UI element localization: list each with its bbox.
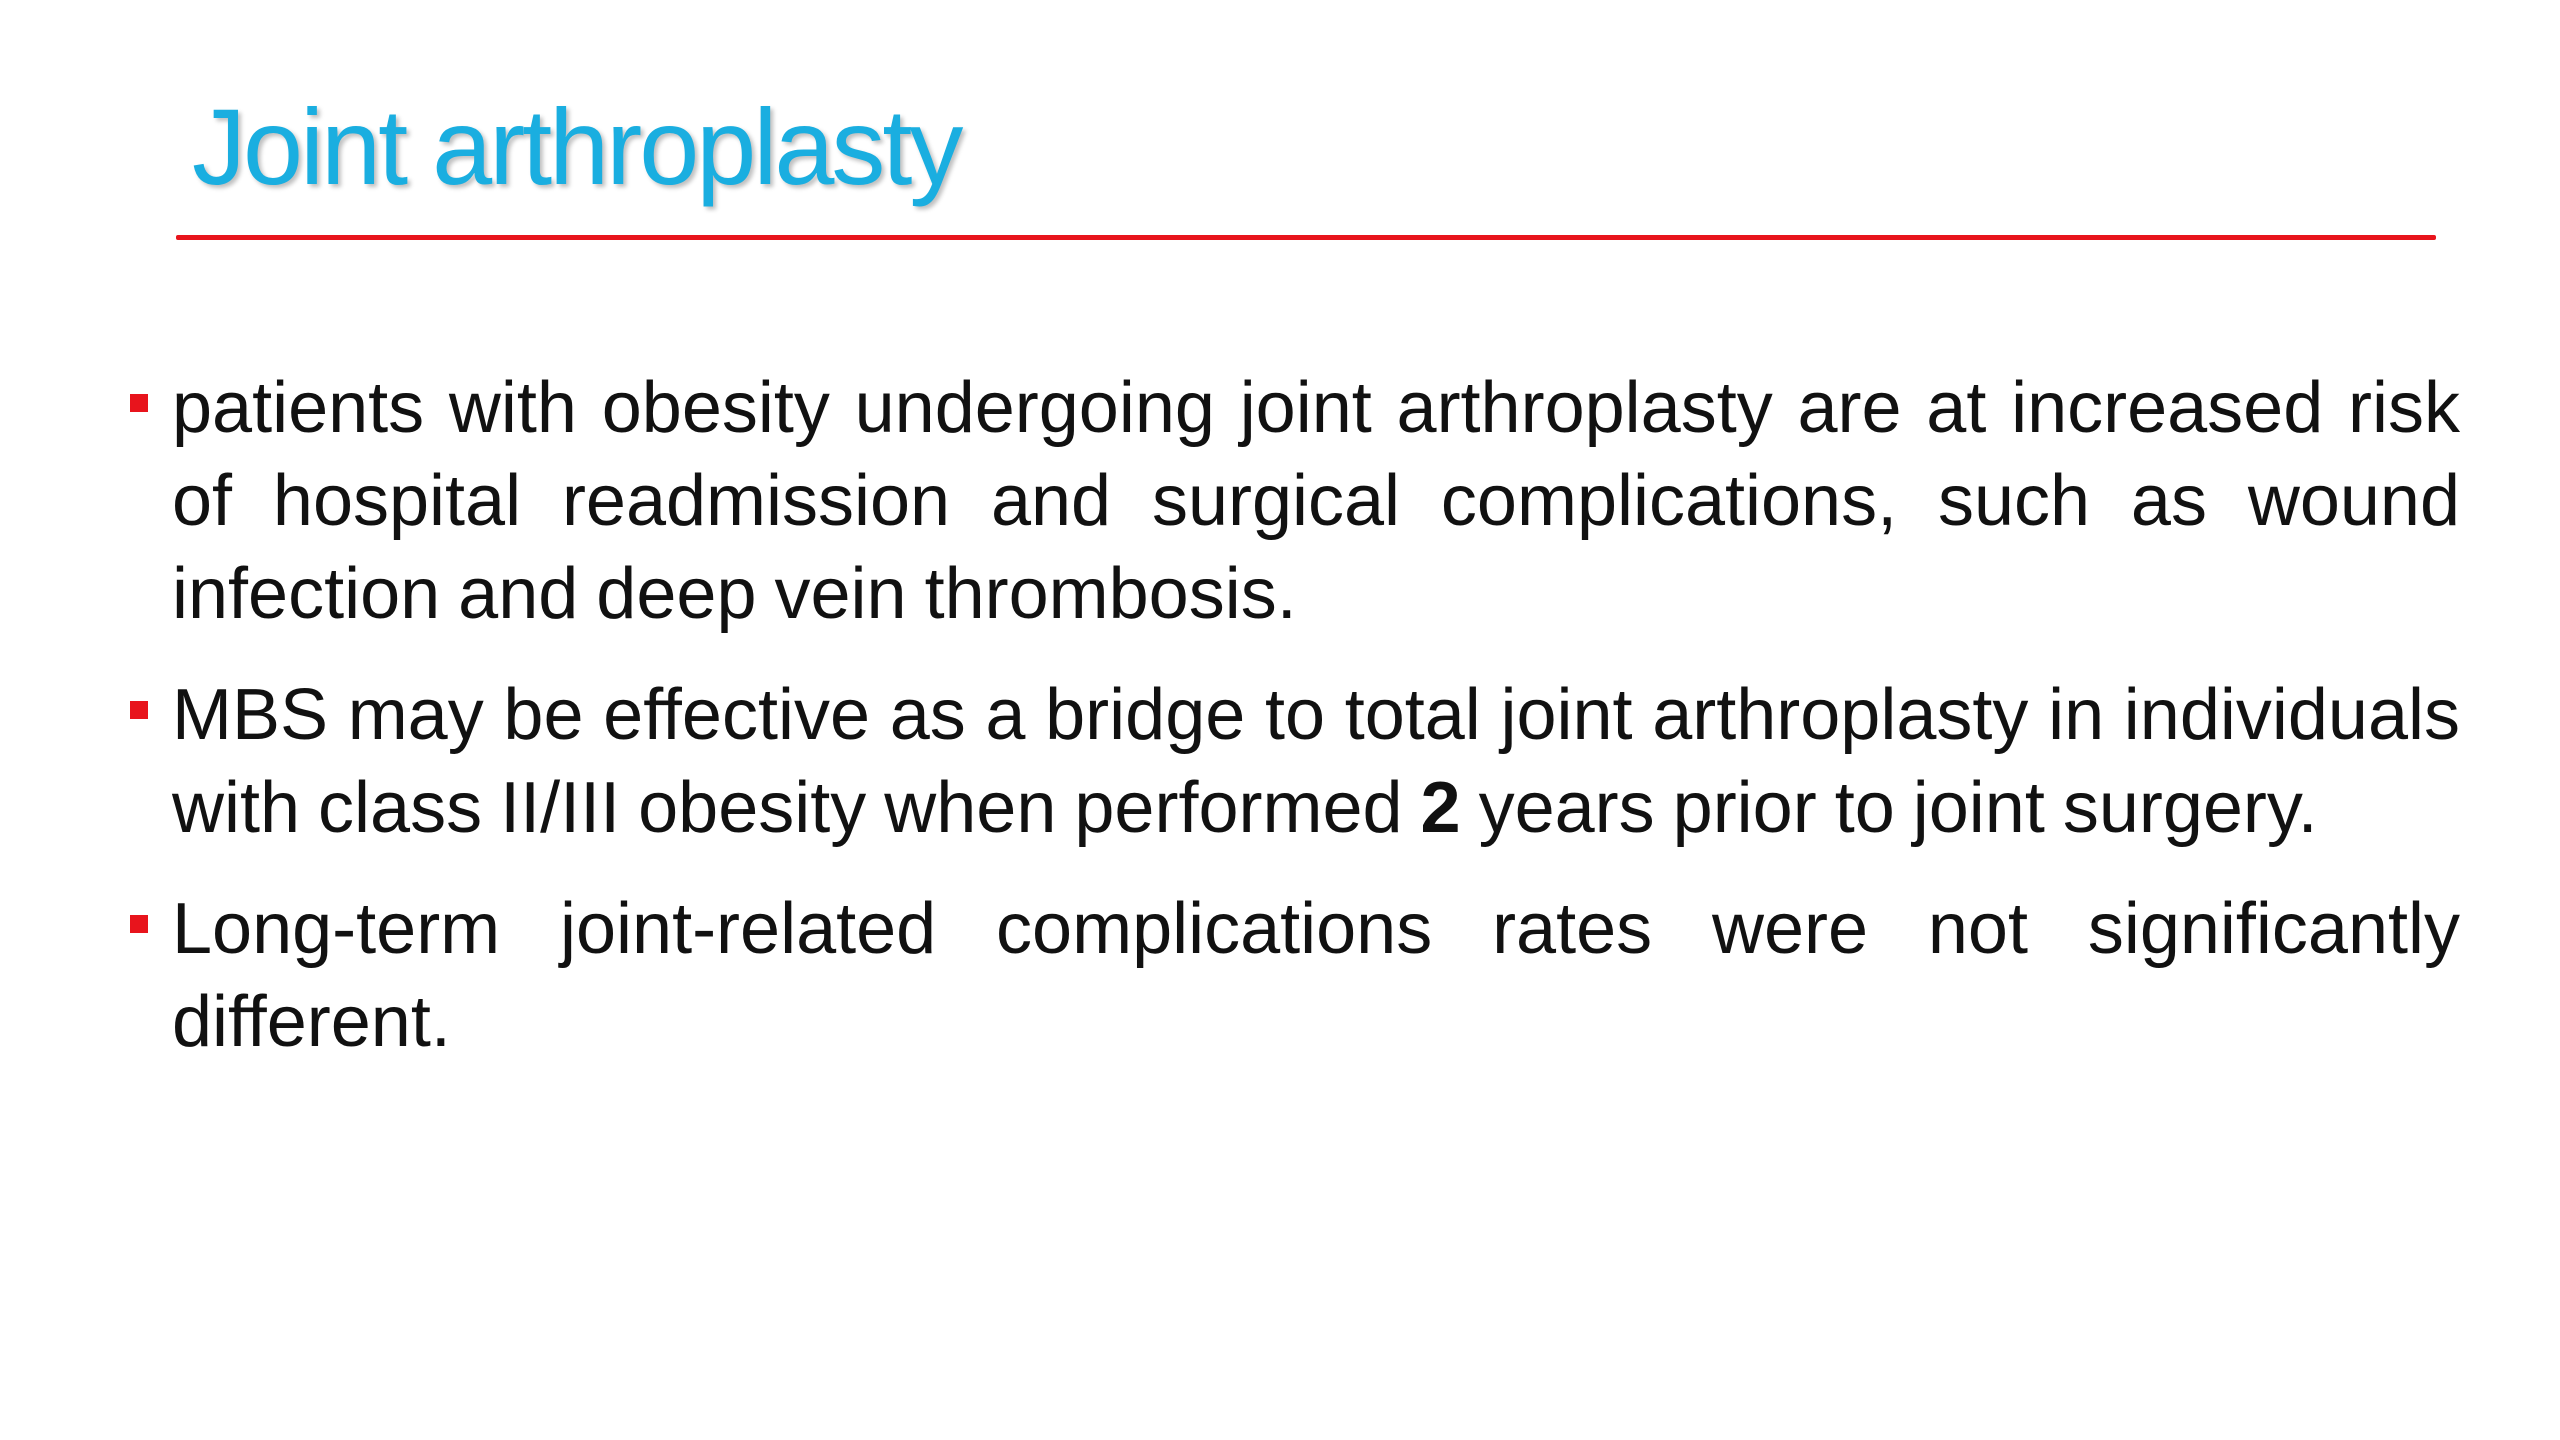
- bullet-item: [130, 883, 2460, 1069]
- bullet-item: [130, 362, 2460, 641]
- title-underline: [176, 235, 2436, 240]
- bullet-text: patients with obesity undergoing joint arthroplasty are at increased risk of hospital readmission and surgical complications, such as wound infection and deep vein thrombosis.: [172, 368, 2460, 634]
- bullet-item: [130, 669, 2460, 855]
- slide-title: Joint arthroplasty: [192, 86, 961, 207]
- square-bullet-icon: [130, 701, 148, 719]
- bullet-text-part: MBS may be effective as a bridge to total joint arthroplasty in individuals with class II/III obesity when performed: [172, 675, 2460, 848]
- bullet-text: Long-term joint-related complications rates were not significantly different.: [172, 889, 2460, 1062]
- bullet-emphasis: 2: [1420, 768, 1461, 848]
- bullet-list: [130, 362, 2460, 1097]
- square-bullet-icon: [130, 394, 148, 412]
- square-bullet-icon: [130, 915, 148, 933]
- bullet-text-part: years prior to joint surgery.: [1460, 768, 2318, 848]
